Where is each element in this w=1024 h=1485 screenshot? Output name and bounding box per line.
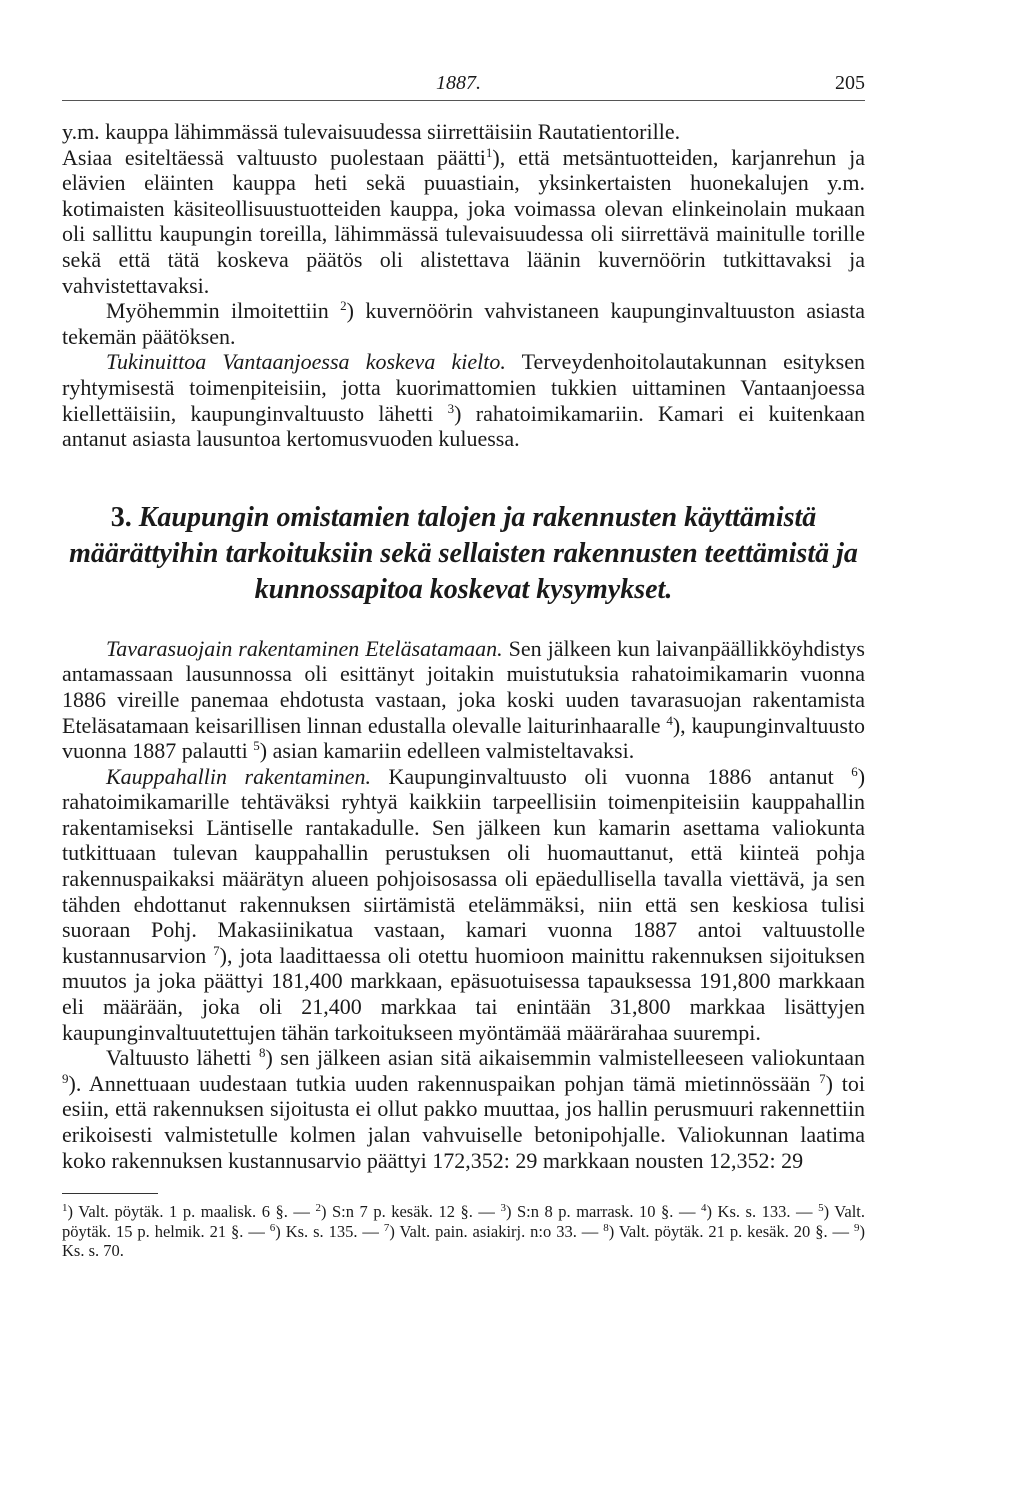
footnote: $^1$) Valt. pöytäk. 1 p. maalisk. 6 §. — (62, 1202, 316, 1222)
running-header (62, 60, 865, 101)
footnote-ref: 3 (447, 400, 455, 416)
paragraph: Tavarasuojain rakentaminen Eteläsatamaan. Sen jälkeen kun laivanpäällikköyhdistys antamassaan lausunnossa oli esittänyt joitakin muistutuksia rahatoimikamarin vuonna 1886 vireille panemaa ehdotusta vastaan, joka koski uuden tavarasuojan rakentamista Eteläsatamaan keisarillisen linnan edustalla olevalle laiturinhaaralle $^4$), kaupunginvaltuusto vuonna 1887 palautti $^5$) asian kamariin edelleen valmisteltavaksi. (62, 635, 866, 764)
section-number: 3. (110, 501, 132, 533)
paragraph: y.m. kauppa lähimmässä tulevaisuudessa siirrettäisiin Rautatientorille. (62, 119, 681, 144)
paragraph-title: Kauppahallin rakentaminen. (106, 763, 371, 789)
section-heading (62, 500, 865, 608)
footnote: $^2$) S:n 7 p. kesäk. 12 §. — (315, 1202, 501, 1222)
footnote: $^4$) Ks. s. 133. — (701, 1202, 819, 1222)
section-title: Kaupungin omistamien talojen ja rakennusten käyttämistä määrättyihin tarkoituksiin sekä sellaisten rakennusten teettämistä ja kunnossapitoa koskevat kysymykset. (69, 501, 858, 605)
page-number: 205 (835, 72, 865, 94)
footnote-ref: 4 (666, 712, 673, 728)
paragraph: Kauppahallin rakentaminen. Kaupunginvaltuusto oli vuonna 1886 antanut $^6$) rahatoimikamarille tehtäväksi ryhtyä kaikkiin tarpeellisiin toimenpiteisiin kauppahallin rakentamiseksi Läntiselle rantakadulle. Sen jälkeen kun kamarin asettama valiokunta tutkittuaan tulevan kauppahallin perustuksen oli huomauttanut, että kiinteä pohja rakennuspaikaksi määrätyn alueen pohjoisosassa oli epäedullisella tavalla viettävä, ja sen tähden ehdottanut rakennuksen siirtämistä etelämmäksi, niin että sen keskiosa tulisi suoraan Pohj. Makasiinikatua vastaan, kamari vuonna 1887 antoi valtuustolle kustannusarvion $^7$), jota laadittaessa oli otettu huomioon mainittu rakennuksen sijoituksen muutos ja joka päättyi 181,400 markkaan, epäsuotuisessa tapauksessa 191,800 markkaan eli määrään, joka oli 21,400 markkaa tai enintään 31,800 markkaa lisättyjen kaupunginvaltuutettujen tähän tarkoitukseen myöntämää määrärahaa suurempi. (62, 763, 866, 1045)
footnote: $^3$) S:n 8 p. marrask. 10 §. — (500, 1202, 701, 1222)
footnote-ref: 9 (62, 1070, 69, 1086)
footnote-ref: 7 (819, 1070, 826, 1086)
footnote: $^7$) Valt. pain. asiakirj. n:o 33. — (383, 1221, 604, 1241)
paragraph-title: Tukinuittoa Vantaanjoessa koskeva kielto. (106, 349, 506, 375)
footnote-ref: 5 (253, 738, 260, 754)
paragraph: Tukinuittoa Vantaanjoessa koskeva kielto. Terveydenhoitolautakunnan esityksen ryhtymisestä toimenpiteisiin, jotta kuorimattomien tukkien uittaminen Vantaanjoessa kiellettäisiin, kaupunginvaltuusto lähetti $^3$) rahatoimikamariin. Kamari ei kuitenkaan antanut asiasta lausuntoa kertomusvuoden kuluessa. (62, 349, 866, 452)
paragraph-title: Tavarasuojain rakentaminen Eteläsatamaan. (106, 635, 503, 661)
header-year: 1887. (436, 72, 481, 94)
paragraph: Myöhemmin ilmoitettiin $^2$) kuvernöörin vahvistaneen kaupunginvaltuuston asiasta tekemän päätöksen. (62, 298, 865, 349)
footnote-ref: 7 (213, 942, 220, 958)
document-page (62, 60, 865, 1261)
footnote: $^6$) Ks. s. 135. — (269, 1221, 384, 1241)
footnotes (62, 1202, 865, 1261)
footnote-ref: 2 (340, 298, 347, 314)
body-text (62, 119, 865, 1173)
footnote: $^5$) Valt. pöytäk. 15 p. helmik. 21 §. — (62, 1202, 865, 1241)
paragraph: Valtuusto lähetti $^8$) sen jälkeen asian sitä aikaisemmin valmistelleeseen valiokuntaan $^9$). Annettuaan uudestaan tutkia uuden rakennuspaikan pohjan tämä mietinnössään $^7$) toi esiin, että rakennuksen sijoitusta ei ollut pakko muuttaa, jos hallin perusmuuri rakennettiin erikoisesti valmistetulle kolmen jalan vahvuiselle betonipohjalle. Valiokunnan laatima koko rakennuksen kustannusarvio päättyi 172,352: 29 markkaan nousten 12,352: 29 (62, 1045, 866, 1173)
footnote: $^9$) Ks. s. 70. (62, 1221, 865, 1261)
footnote: $^8$) Valt. pöytäk. 21 p. kesäk. 20 §. — (603, 1221, 854, 1241)
footnote-ref: 8 (259, 1045, 266, 1061)
paragraph: Asiaa esiteltäessä valtuusto puolestaan päätti$^1$), että metsäntuotteiden, karjanrehun ja elävien eläinten kauppa heti sekä puuastiain, yksinkertaisten huonekalujen y.m. kotimaisten käsiteollisuustuotteiden kauppa, joka voimassa olevan elinkeinolain mukaan oli sallittu kaupungin toreilla, lähimmässä tulevaisuudessa oli siirrettävä mainitulle torille sekä että tätä koskeva päätös oli alistettava läänin kuvernöörin tutkittavaksi ja vahvistettavaksi. (62, 144, 865, 298)
footnote-ref: 6 (851, 763, 858, 779)
footnote-ref: 1 (485, 144, 493, 160)
footnote-divider (62, 1193, 158, 1194)
